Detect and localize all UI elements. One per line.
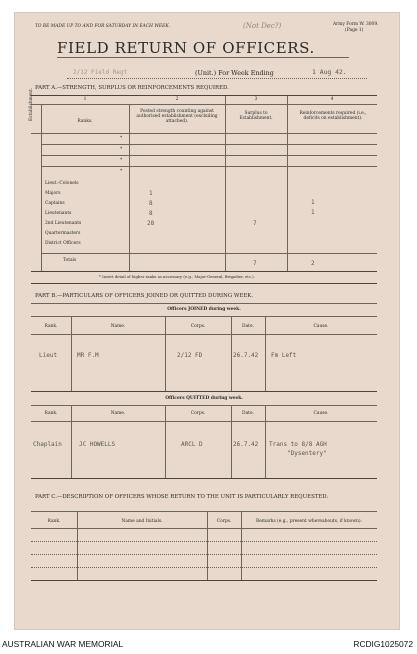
posted-captain: 8	[149, 200, 153, 207]
quitted-col-name: Name.	[110, 411, 126, 416]
part-a-heading: PART A.—STRENGTH, SURPLUS OR REINFORCEMENTS REQUIRED.	[35, 85, 229, 91]
col-surplus: Surplus to Establishment.	[239, 111, 273, 121]
joined-col-corps: Corps.	[190, 324, 206, 329]
joined-heading: Officers JOINED during week.	[167, 307, 241, 312]
form-sheet: TO BE MADE UP TO AND FOR SATURDAY IN EACH WEEK. (Not Dec?) Army Form W. 3009. (Page 1) FIELD RETURN OF OFFICERS. 2/12 Field Regt (Unit.) For Week Ending 1 Aug 42. PART A.—STRENGTH, SURPLUS OR REINFORCEMENTS REQUIRED. 1 2 3 4 Establishment. Ranks. Posted strength counting against authorised establishment (excluding attached). Surplus to Establishment. Reinforcements required (i.e., deficits on establishment). * * * * Lieut.-Colonels Majors Captains Lieutenants 2nd Lieutenants Quartermasters District Officers 1 8 8 28 7 1 1 Totals 7 2 * Insert detail of higher ranks as necessary (e.g., Major-General, Brigadier, etc.). PART B.—PARTICULARS OF OFFICERS JOINED OR QUITTED DURING WEEK. Officers JOINED during week. Rank. Name. Corps. Date. Cause. Lieut MR F.M 2/12 FD 26.7.42 Fm Left Officers QUITTED during week. Rank. Name. Corps. Date. Cause. Chaplain JC HOWELLS ARCL D 26.7.42 Trans to 8/8 AGH "Dysentery" PART C.—DESCRIPTION OF OFFICERS WHOSE RETURN TO THE UNIT IS PARTICULARLY REQUESTED. Rank. Name and Initials. Corps. Remarks (e.g., present whereabouts, if known).	[14, 12, 400, 630]
reinf-lieutenant: 1	[311, 209, 315, 216]
part-c-heading: PART C.—DESCRIPTION OF OFFICERS WHOSE RETURN TO THE UNIT IS PARTICULARLY REQUESTED.	[35, 494, 329, 500]
part-c-col-rank: Rank.	[47, 519, 61, 524]
rank-lt-col: Lieut.-Colonels	[45, 181, 79, 186]
rank-quartermaster: Quartermasters	[45, 231, 81, 236]
quitted-cause-detail: "Dysentery"	[287, 450, 327, 457]
quitted-col-rank: Rank.	[44, 411, 58, 416]
total-reinforcements: 2	[311, 260, 315, 267]
col-ranks: Ranks.	[77, 119, 93, 124]
rank-district-officer: District Officers	[45, 241, 81, 246]
col-reinforcements: Reinforcements required (i.e., deficits on establishment).	[299, 111, 367, 121]
rank-captain: Captains	[45, 201, 65, 206]
quitted-date: 26.7.42	[233, 441, 259, 448]
part-b-heading: PART B.—PARTICULARS OF OFFICERS JOINED OR QUITTED DURING WEEK.	[35, 293, 253, 299]
rank-2nd-lieutenant: 2nd Lieutenants	[45, 221, 82, 226]
rank-lieutenant: Lieutenants	[45, 211, 72, 216]
joined-col-date: Date.	[242, 324, 254, 329]
col-num-1: 1	[83, 97, 87, 102]
joined-col-rank: Rank.	[44, 324, 58, 329]
top-note: TO BE MADE UP TO AND FOR SATURDAY IN EACH WEEK.	[35, 24, 170, 29]
col-num-3: 3	[254, 97, 258, 102]
week-ending: 1 Aug 42.	[312, 68, 347, 76]
surplus-2nd-lieutenant: 7	[253, 220, 257, 227]
pencil-note: (Not Dec?)	[243, 22, 282, 30]
quitted-col-corps: Corps.	[190, 411, 206, 416]
quitted-rank: Chaplain	[33, 441, 62, 448]
joined-rank: Lieut	[39, 352, 58, 359]
joined-col-cause: Cause.	[313, 324, 329, 329]
rank-major: Majors	[45, 191, 61, 196]
page-number: (Page 1)	[345, 28, 364, 33]
joined-cause: Fm Left	[271, 352, 297, 359]
posted-major: 1	[149, 190, 153, 197]
joined-corps: 2/12 FD	[177, 352, 203, 359]
posted-2nd-lieutenant: 28	[147, 220, 155, 227]
establishment-side-label: Establishment.	[29, 87, 34, 121]
col-num-4: 4	[330, 97, 334, 102]
footer-id: RCDIG1025072	[353, 639, 413, 649]
total-surplus: 7	[253, 260, 257, 267]
quitted-heading: Officers QUITTED during week.	[165, 396, 243, 401]
quitted-corps: ARCL D	[181, 441, 203, 448]
part-c-col-name: Name and Initials.	[121, 519, 163, 524]
quitted-col-date: Date.	[242, 411, 254, 416]
reinf-captain: 1	[311, 199, 315, 206]
col-posted: Posted strength counting against authorised establishment (excluding attached).	[136, 109, 218, 124]
posted-lieutenant: 8	[149, 210, 153, 217]
quitted-col-cause: Cause.	[313, 411, 329, 416]
joined-col-name: Name.	[110, 324, 126, 329]
form-number: Army Form W. 3009.	[333, 22, 379, 27]
totals-label: Totals	[63, 258, 77, 263]
part-c-col-corps: Corps.	[216, 519, 232, 524]
quitted-cause: Trans to 8/8 AGH	[269, 441, 327, 448]
joined-date: 26.7.42	[233, 352, 259, 359]
unit-label: (Unit.) For Week Ending	[195, 69, 274, 77]
part-c-col-remarks: Remarks (e.g., present whereabouts, if known).	[256, 519, 362, 524]
col-num-2: 2	[175, 97, 179, 102]
unit-typed: 2/12 Field Regt	[73, 69, 128, 76]
joined-name: MR F.M	[77, 352, 99, 359]
form-title: FIELD RETURN OF OFFICERS.	[57, 39, 315, 57]
footer-credit: AUSTRALIAN WAR MEMORIAL	[2, 639, 124, 649]
quitted-name: JC HOWELLS	[79, 441, 116, 448]
part-a-footnote: * Insert detail of higher ranks as necessary (e.g., Major-General, Brigadier, etc.).	[99, 274, 255, 279]
